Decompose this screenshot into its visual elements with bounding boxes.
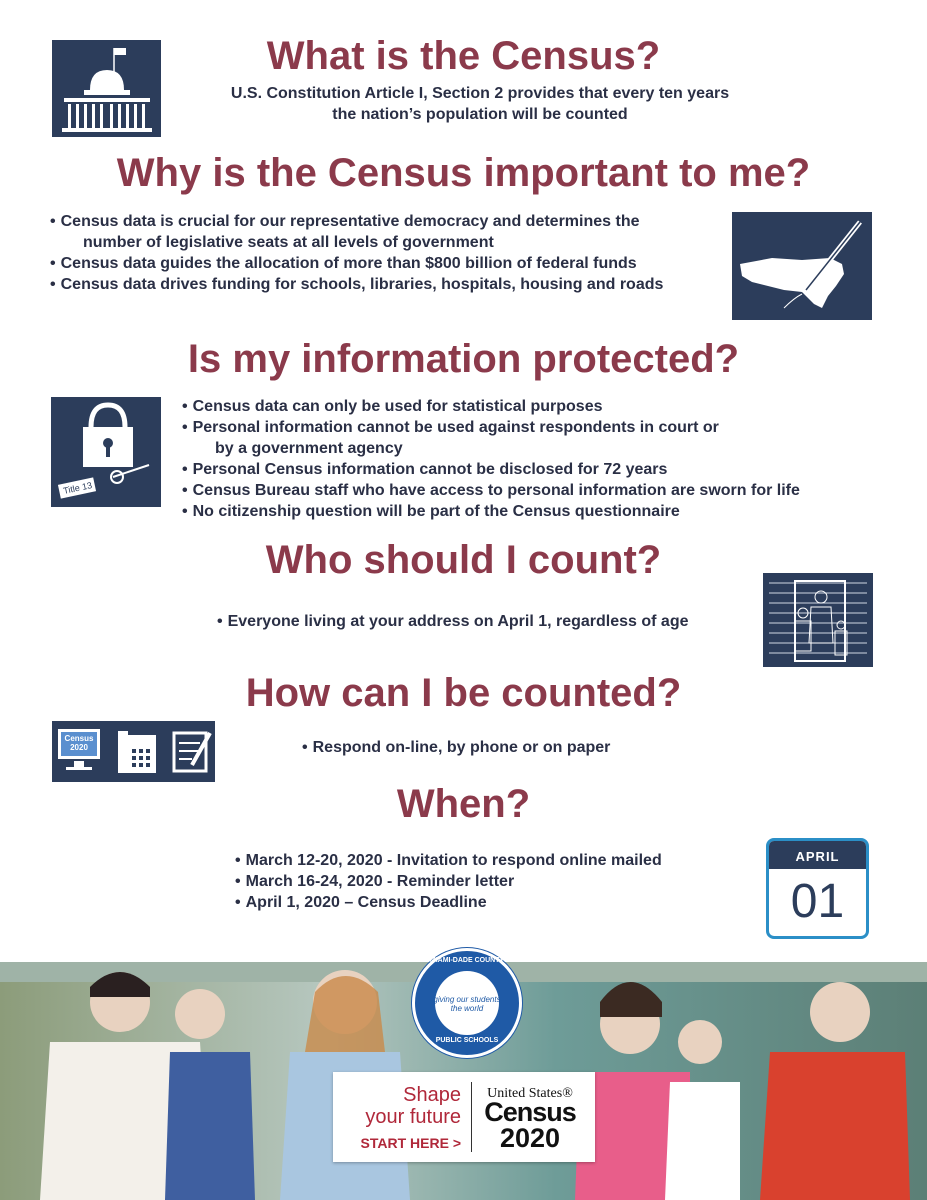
- banner-census-logo: Census: [484, 1097, 576, 1127]
- us-map-pen-icon: [732, 212, 872, 320]
- banner-future: your future: [365, 1106, 461, 1128]
- seal-top-text: MIAMI-DADE COUNTY: [429, 957, 505, 964]
- list-item: • Everyone living at your address on April 1, regardless of age: [217, 613, 689, 630]
- seal-bottom-text: PUBLIC SCHOOLS: [435, 1037, 499, 1044]
- list-item: • March 16-24, 2020 - Reminder letter: [235, 873, 515, 890]
- census-banner: [333, 1072, 595, 1162]
- screen-line: 2020: [70, 743, 88, 752]
- when-bullets: [235, 850, 662, 913]
- banner-year: 2020: [499, 1123, 561, 1153]
- list-item: • Census data is crucial for our representative democracy and determines the: [50, 213, 640, 230]
- lock-key-icon: [51, 397, 161, 507]
- important-title: Why is the Census important to me?: [116, 151, 811, 195]
- list-item: • Census data drives funding for schools, libraries, hospitals, housing and roads: [50, 276, 664, 293]
- banner-divider: [471, 1082, 472, 1152]
- list-item: by a government agency: [215, 440, 403, 457]
- count-title: Who should I count?: [265, 538, 662, 582]
- screen-line: Census: [64, 734, 94, 743]
- list-item: • No citizenship question will be part of the Census questionnaire: [182, 503, 680, 520]
- banner-us-label: United States®: [487, 1086, 573, 1101]
- list-item: • Census data guides the allocation of more than $800 billion of federal funds: [50, 255, 637, 272]
- list-item: • Respond on-line, by phone or on paper: [302, 739, 611, 756]
- list-item: number of legislative seats at all levels of government: [83, 234, 494, 251]
- calendar-month: APRIL: [769, 841, 866, 869]
- family-doorway-icon: [763, 573, 873, 667]
- response-methods-icon: [52, 721, 215, 782]
- calendar-day: 01: [790, 875, 845, 928]
- count-bullets: [217, 611, 689, 632]
- list-item: • March 12-20, 2020 - Invitation to respond online mailed: [235, 852, 662, 869]
- list-item: • Personal Census information cannot be disclosed for 72 years: [182, 461, 668, 478]
- census-subtitle: [160, 83, 800, 125]
- seal-tagline-line: giving our students: [433, 995, 501, 1004]
- census-subtitle-line: U.S. Constitution Article I, Section 2 provides that every ten years: [230, 85, 730, 102]
- list-item: • Personal information cannot be used against respondents in court or: [182, 419, 719, 436]
- protected-title: Is my information protected?: [187, 337, 740, 381]
- census-title: What is the Census?: [266, 34, 661, 78]
- list-item: • Census Bureau staff who have access to personal information are sworn for life: [182, 482, 800, 499]
- seal-tagline: [415, 995, 519, 1013]
- how-title: How can I be counted?: [245, 671, 682, 715]
- list-item: • Census data can only be used for statistical purposes: [182, 398, 603, 415]
- key-tag-label: Title 13: [62, 480, 93, 496]
- how-bullets: [302, 737, 610, 758]
- important-bullets: [50, 211, 663, 295]
- protected-bullets: [182, 396, 800, 522]
- seal-tagline-line: the world: [450, 1004, 484, 1013]
- banner-shape: Shape: [403, 1084, 461, 1106]
- list-item: • April 1, 2020 – Census Deadline: [235, 894, 487, 911]
- census-subtitle-line: the nation’s population will be counted: [332, 106, 628, 123]
- banner-start: START HERE >: [360, 1135, 461, 1151]
- calendar-icon: [766, 838, 869, 939]
- school-district-seal: [412, 948, 522, 1058]
- when-title: When?: [396, 782, 531, 826]
- screen-label: [61, 734, 97, 752]
